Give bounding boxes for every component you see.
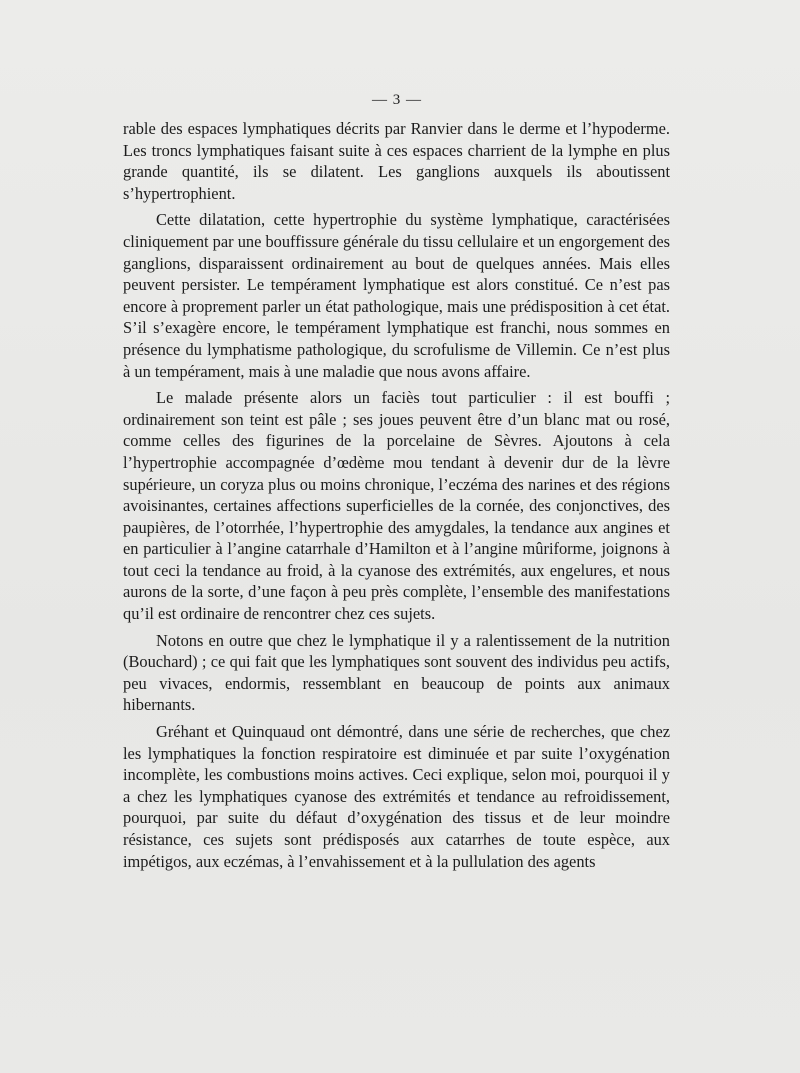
paragraph-5: Gréhant et Quinquaud ont démontré, dans une série de recherches, que chez les lymphatiques la fonction respiratoire est diminuée et par suite l’oxygénation incomplète, les combustions moins actives. Ceci explique, selon moi, pourquoi il y a chez les lymphatiques cyanose des extrémités et tendance au refroidissement, pourquoi, par suite du défaut d’oxygénation des tissus et de leur moindre résistance, ces sujets sont prédisposés aux catarrhes de toute espèce, aux impétigos, aux eczémas, à l’envahissement et à la pullulation des agents <box>123 722 670 871</box>
paragraph-1: rable des espaces lymphatiques décrits par Ranvier dans le derme et l’hypoderme. Les troncs lymphatiques faisant suite à ces espaces charrient de la lymphe en plus grande quantité, ils se dilatent. Les ganglions auxquels ils aboutissent s’hypertrophient. <box>123 119 670 203</box>
paragraph-2: Cette dilatation, cette hypertrophie du système lymphatique, caractérisées cliniquement par une bouffissure générale du tissu cellulaire et un engorgement des ganglions, disparaissent ordinairement au bout de quelques années. Mais elles peuvent persister. Le tempérament lymphatique est alors constitué. Ce n’est pas encore à proprement parler un état pathologique, mais une prédisposition à cet état. S’il s’exagère encore, le tempérament lymphatique est franchi, nous sommes en présence du lymphatisme pathologique, du scrofulisme de Villemin. Ce n’est plus à un tempérament, mais à une maladie que nous avons affaire. <box>123 210 670 381</box>
paragraph-4: Notons en outre que chez le lymphatique il y a ralentissement de la nutrition (Bouchard) ; ce qui fait que les lymphatiques sont souvent des individus peu actifs, peu vivaces, endormis, ressemblant en beaucoup de points aux animaux hibernants. <box>123 630 670 715</box>
body-text <box>123 118 670 877</box>
page-number: — 3 — <box>372 92 422 108</box>
paragraph-3: Le malade présente alors un faciès tout particulier : il est bouffi ; ordinairement son teint est pâle ; ses joues peuvent être d’un blanc mat ou rosé, comme celles des figurines de la porcelaine de Sèvres. Ajoutons à cela l’hypertrophie accompagnée d’œdème mou tendant à devenir dur de la lèvre supérieure, un coryza plus ou moins chronique, l’eczéma des narines et des régions avoisinantes, certaines affections superficielles de la cornée, des conjonctives, des paupières, de l’otorrhée, l’hypertrophie des amygdales, la tendance aux angines et en particulier à l’angine catarrhale d’Hamilton et à l’angine mûriforme, joignons à tout ceci la tendance au froid, à la cyanose des extrémités, aux engelures, et nous aurons de la sorte, d’une façon à peu près complète, l’ensemble des manifestations qu’il est ordinaire de rencontrer chez ces sujets. <box>123 388 670 624</box>
